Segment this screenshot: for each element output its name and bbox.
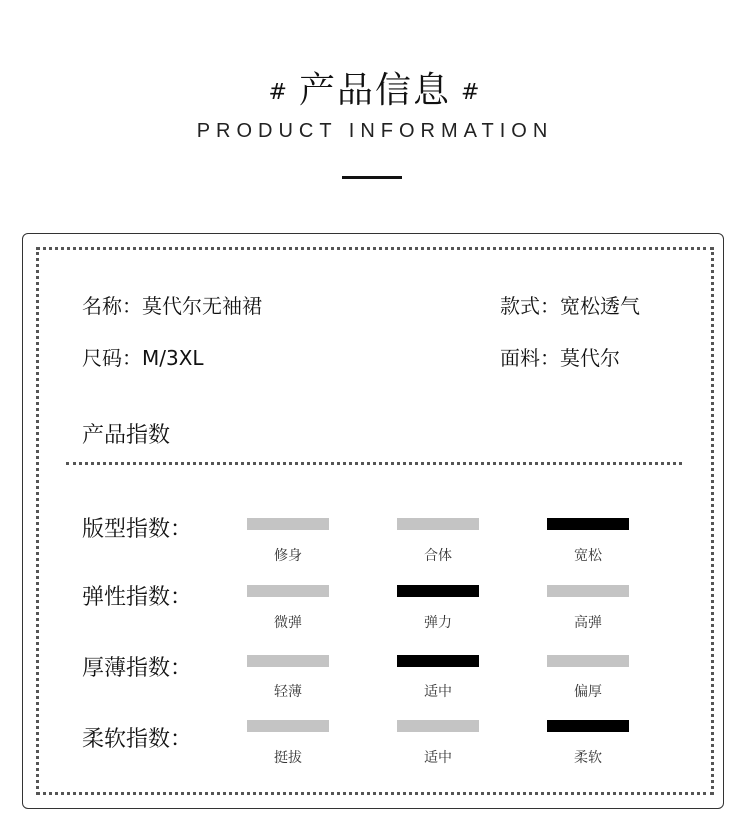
index-bar	[397, 518, 479, 530]
index-bar	[547, 720, 629, 732]
index-option: 微弹	[274, 615, 302, 631]
index-bar	[397, 720, 479, 732]
header-title	[0, 62, 750, 113]
page-subtitle: PRODUCT INFORMATION	[196, 120, 554, 142]
index-label: 弹性指数：	[82, 585, 193, 610]
index-option: 轻薄	[274, 684, 302, 700]
index-bar	[397, 585, 479, 597]
index-bar	[547, 655, 629, 667]
product-fabric: 面料：莫代尔	[500, 346, 620, 370]
index-label: 版型指数：	[82, 517, 193, 542]
index-option: 弹力	[424, 615, 452, 631]
product-size: 尺码：M/3XL	[82, 346, 204, 370]
index-label: 厚薄指数：	[82, 656, 193, 681]
header-divider	[342, 176, 402, 179]
index-option: 宽松	[574, 548, 602, 564]
index-bar	[247, 585, 329, 597]
index-option: 柔软	[574, 750, 602, 766]
index-option: 适中	[424, 750, 452, 766]
page-title: 产品信息	[298, 70, 451, 111]
index-bar	[397, 655, 479, 667]
index-option: 适中	[424, 684, 452, 700]
index-option: 合体	[424, 548, 452, 564]
index-option: 偏厚	[574, 684, 602, 700]
index-bar	[547, 585, 629, 597]
index-label: 柔软指数：	[82, 727, 193, 752]
index-bar	[247, 655, 329, 667]
index-option: 高弹	[574, 615, 602, 631]
index-bar	[247, 518, 329, 530]
hash-left: #	[268, 79, 289, 105]
index-option: 修身	[274, 548, 302, 564]
product-style: 款式：宽松透气	[500, 294, 640, 318]
index-bar	[547, 518, 629, 530]
product-name: 名称：莫代尔无袖裙	[82, 294, 262, 318]
index-bar	[247, 720, 329, 732]
hash-right: #	[461, 79, 482, 105]
index-option: 挺拔	[274, 750, 302, 766]
dotted-divider	[66, 462, 682, 465]
section-title: 产品指数	[82, 423, 171, 448]
